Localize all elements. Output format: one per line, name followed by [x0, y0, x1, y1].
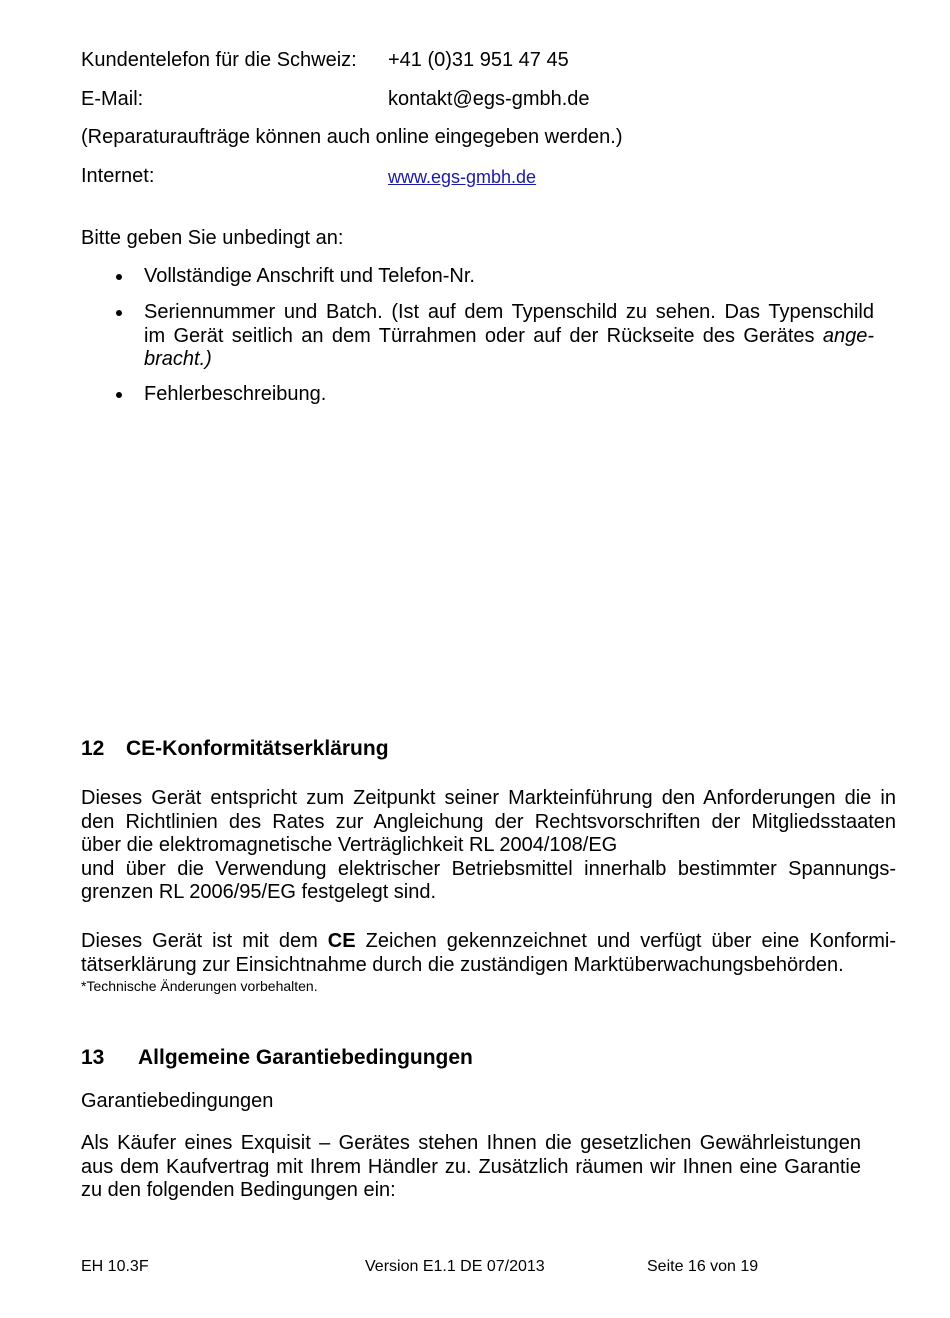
bullet-dot	[116, 392, 122, 398]
footer-model: EH 10.3F	[81, 1258, 149, 1275]
paragraph-line: tätserklärung zur Einsichtnahme durch die zuständigen Marktüberwachungsbehörden.	[81, 953, 844, 976]
bullet-item-fault	[144, 383, 874, 407]
paragraph-line: und über die Verwendung elektrischer Betriebsmittel innerhalb bestimmter Spannungs-	[81, 857, 896, 880]
warranty-subtitle: Garantiebedingungen	[81, 1090, 274, 1112]
online-note: (Reparaturaufträge können auch online eingegeben werden.)	[81, 126, 623, 148]
bullet-text-part: im Gerät seitlich an dem Türrahmen oder auf der Rückseite des Gerätes	[144, 324, 823, 347]
email-value: kontakt@egs-gmbh.de	[388, 88, 590, 110]
section-12-number: 12	[81, 737, 105, 760]
footer-page-number: Seite 16 von 19	[647, 1258, 759, 1275]
section-13-number: 13	[81, 1046, 105, 1069]
technical-changes-note: *Technische Änderungen vorbehalten.	[81, 978, 318, 994]
section-13-title: Allgemeine Garantiebedingungen	[138, 1046, 473, 1069]
footer-version: Version E1.1 DE 07/2013	[365, 1258, 545, 1275]
bullet-text: Vollständige Anschrift und Telefon-Nr.	[144, 265, 475, 287]
bullet-dot	[116, 274, 122, 280]
bullet-item-serial	[144, 301, 874, 372]
section-12-paragraph-1	[81, 787, 896, 905]
bullet-text: Fehlerbeschreibung.	[144, 383, 327, 405]
bullet-text-italic: bracht.)	[144, 348, 212, 370]
paragraph-line: aus dem Kaufvertrag mit Ihrem Händler zu. Zusätzlich räumen wir Ihnen eine Garantie	[81, 1155, 861, 1178]
bullet-dot	[116, 310, 122, 316]
email-label: E-Mail:	[81, 88, 144, 110]
paragraph-line	[81, 930, 896, 954]
phone-label: Kundentelefon für die Schweiz:	[81, 49, 357, 71]
internet-label: Internet:	[81, 165, 155, 187]
section-12-title: CE-Konformitätserklärung	[126, 737, 389, 760]
bullet-text-line	[144, 325, 874, 349]
paragraph-line: Dieses Gerät entspricht zum Zeitpunkt seiner Markteinführung den Anforderungen die in	[81, 787, 896, 809]
paragraph-line: Als Käufer eines Exquisit – Gerätes stehen Ihnen die gesetzlichen Gewährleistungen	[81, 1132, 861, 1154]
bullet-text-line: Seriennummer und Batch. (Ist auf dem Typenschild zu sehen. Das Typenschild	[144, 301, 874, 323]
bullet-text-line	[144, 348, 874, 372]
section-12-paragraph-2	[81, 930, 896, 977]
paragraph-line: über die elektromagnetische Verträglichkeit RL 2004/108/EG	[81, 834, 618, 856]
bullet-item-address	[144, 265, 874, 289]
bullet-text-italic: ange-	[822, 324, 874, 347]
ce-mark-text: CE	[327, 930, 356, 952]
phone-value: +41 (0)31 951 47 45	[388, 49, 569, 71]
please-note-intro: Bitte geben Sie unbedingt an:	[81, 227, 344, 249]
section-13-paragraph	[81, 1132, 861, 1203]
paragraph-line: den Richtlinien des Rates zur Angleichung der Rechtsvorschriften der Mitgliedsstaaten	[81, 810, 896, 833]
paragraph-text: Zeichen gekennzeichnet und verfügt über eine Konformi-	[355, 930, 896, 952]
website-link[interactable]: www.egs-gmbh.de	[388, 167, 537, 187]
paragraph-line: zu den folgenden Bedingungen ein:	[81, 1179, 396, 1201]
paragraph-line: grenzen RL 2006/95/EG festgelegt sind.	[81, 881, 437, 903]
paragraph-text: Dieses Gerät ist mit dem	[81, 930, 328, 952]
